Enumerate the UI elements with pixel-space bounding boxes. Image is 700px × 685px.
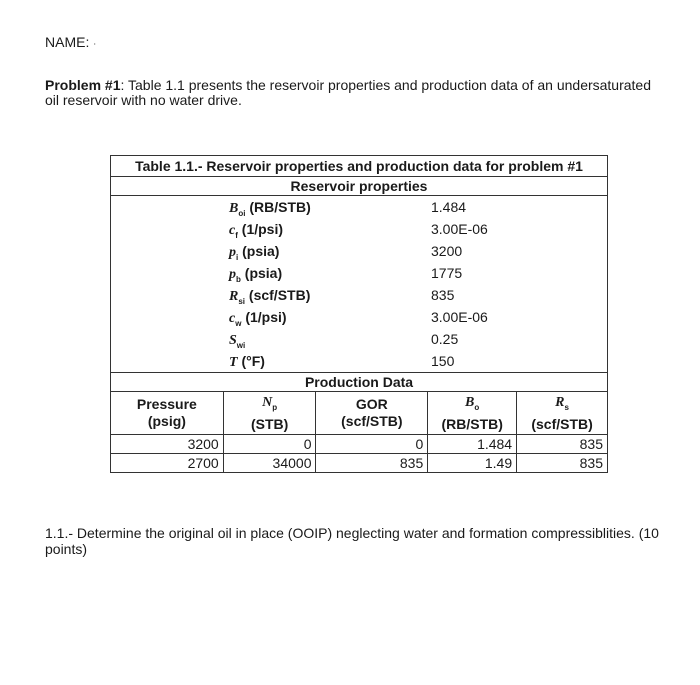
property-label: $R_{si}$ (scf/STB) xyxy=(229,287,311,306)
table-cell: 1.49 xyxy=(428,453,517,472)
property-label: $c_w$ (1/psi) xyxy=(229,309,287,328)
property-label: $p_b$ (psia) xyxy=(229,265,283,284)
property-label: T (°F) xyxy=(229,353,265,370)
table-row xyxy=(111,434,608,453)
column-header: $N_p$ (STB) xyxy=(223,392,316,435)
property-value: 1.484 xyxy=(431,199,467,215)
table-cell: 835 xyxy=(517,453,608,472)
reservoir-properties-heading: Reservoir properties xyxy=(111,177,608,196)
problem-text: : Table 1.1 presents the reservoir properties and production data of an undersaturated oil reservoir with no water drive. xyxy=(45,77,652,108)
property-value: 0.25 xyxy=(431,331,459,347)
property-row xyxy=(111,306,607,328)
table-row xyxy=(111,453,608,472)
property-value: 150 xyxy=(431,353,455,369)
property-row xyxy=(111,240,607,262)
property-row xyxy=(111,284,607,306)
table-cell: 835 xyxy=(316,453,428,472)
reservoir-properties-list xyxy=(111,196,608,373)
production-header-row xyxy=(111,392,608,435)
table-cell: 0 xyxy=(223,434,316,453)
name-label: NAME: xyxy=(45,34,90,50)
property-label: $p_i$ (psia) xyxy=(229,243,280,262)
production-data-heading: Production Data xyxy=(111,373,608,392)
table-caption: Table 1.1.- Reservoir properties and production data for problem #1 xyxy=(111,156,608,177)
reservoir-table xyxy=(110,155,608,473)
name-value: · xyxy=(93,38,97,49)
problem-statement xyxy=(45,78,665,108)
table-cell: 34000 xyxy=(223,453,316,472)
property-row xyxy=(111,262,607,284)
column-header: $R_s$ (scf/STB) xyxy=(517,392,608,435)
problem-label: Problem #1 xyxy=(45,77,121,93)
property-row xyxy=(111,328,607,350)
property-label: $c_f$ (1/psi) xyxy=(229,221,284,240)
property-value: 835 xyxy=(431,287,455,303)
property-value: 3.00E-06 xyxy=(431,221,488,237)
property-value: 3200 xyxy=(431,243,463,259)
question-1-1: 1.1.- Determine the original oil in place (OOIP) neglecting water and formation compressiblities. (10 points) xyxy=(45,525,659,557)
property-row xyxy=(111,218,607,240)
property-row xyxy=(111,196,607,218)
property-row xyxy=(111,350,607,372)
property-value: 1775 xyxy=(431,265,463,281)
name-line xyxy=(45,34,96,50)
property-value: 3.00E-06 xyxy=(431,309,488,325)
table-cell: 1.484 xyxy=(428,434,517,453)
column-header: GOR (scf/STB) xyxy=(316,392,428,435)
column-header: Pressure (psig) xyxy=(111,392,224,435)
table-cell: 3200 xyxy=(111,434,224,453)
table-cell: 2700 xyxy=(111,453,224,472)
property-label: $B_{oi}$ (RB/STB) xyxy=(229,199,311,218)
table-cell: 0 xyxy=(316,434,428,453)
property-label: $S_{wi}$ xyxy=(229,333,246,350)
column-header: $B_o$ (RB/STB) xyxy=(428,392,517,435)
table-cell: 835 xyxy=(517,434,608,453)
